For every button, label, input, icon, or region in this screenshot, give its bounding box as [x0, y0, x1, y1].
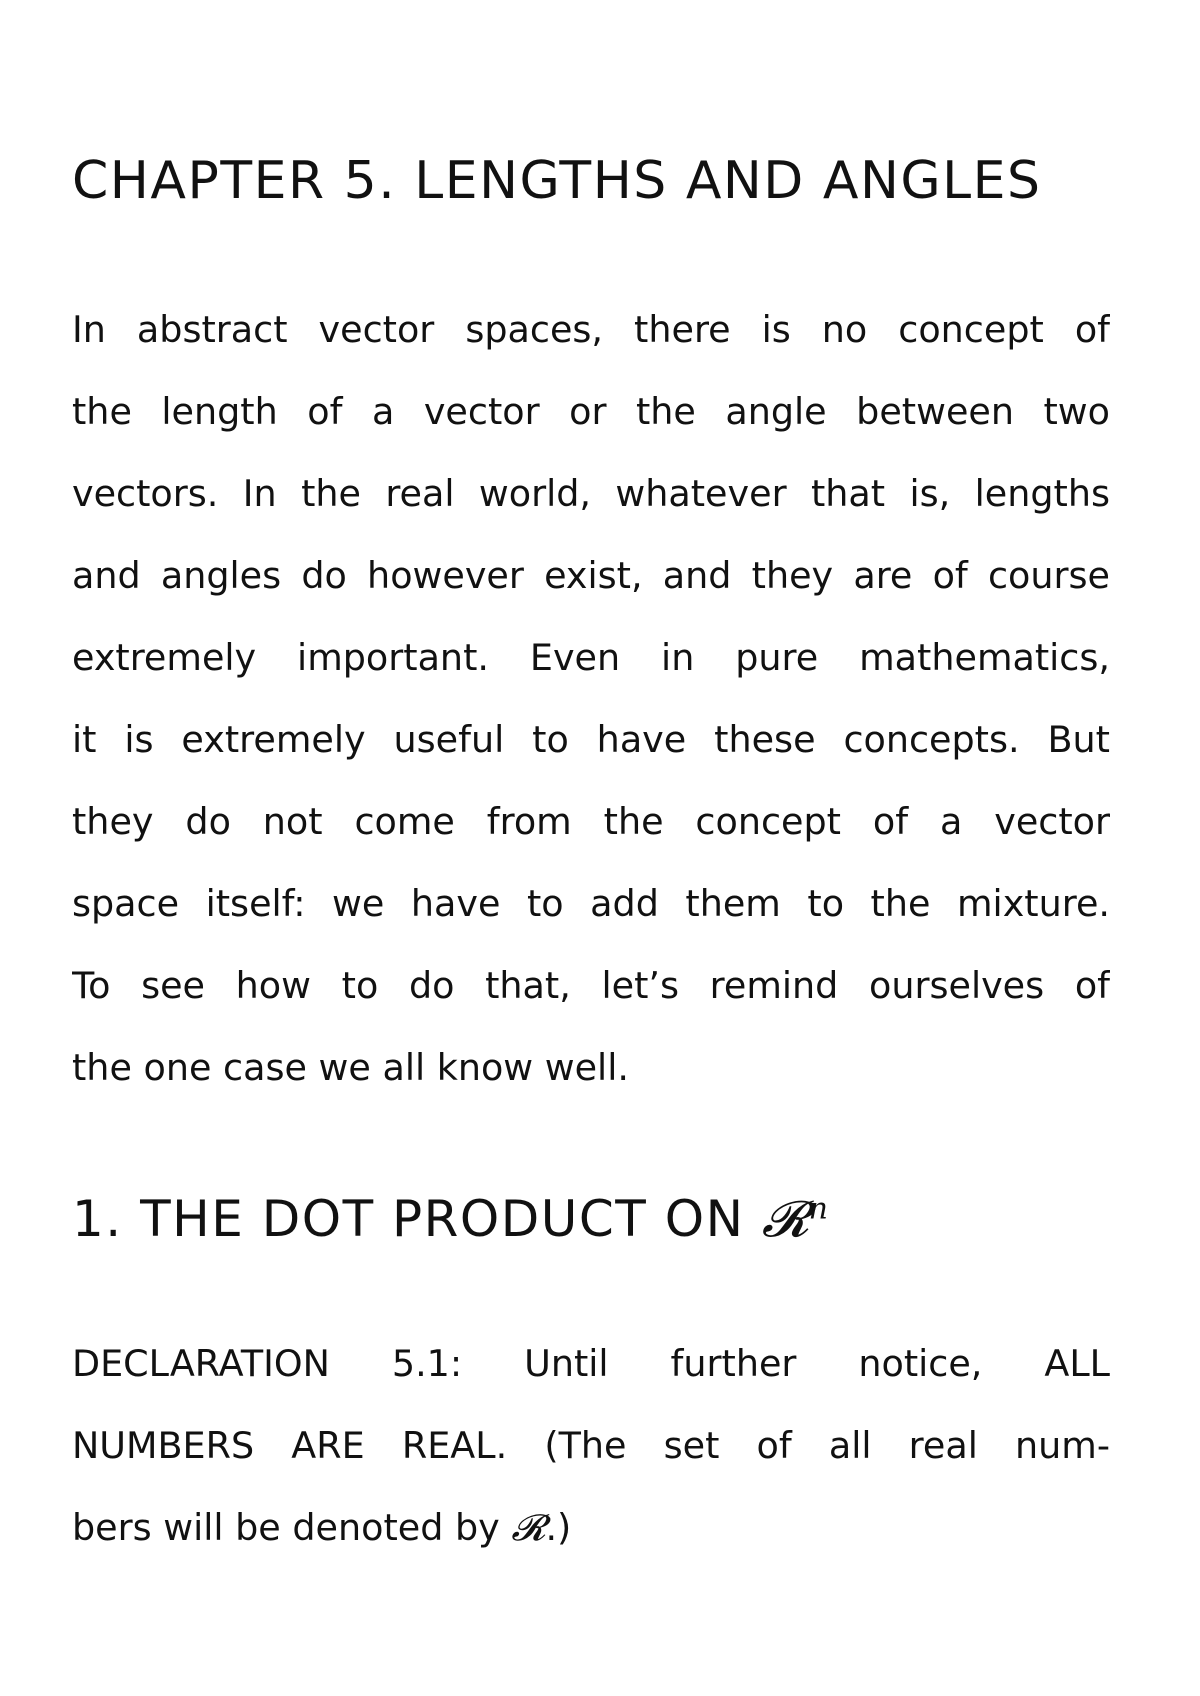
intro-line: the one case we all know well.: [72, 1046, 629, 1089]
declaration-line: DECLARATION 5.1: Until further notice, ALL: [72, 1342, 1110, 1385]
intro-line: the length of a vector or the angle between two: [72, 390, 1110, 433]
intro-line: extremely important. Even in pure mathematics,: [72, 636, 1110, 679]
intro-line: they do not come from the concept of a vector: [72, 800, 1110, 843]
superscript-n: n: [808, 1191, 828, 1227]
declaration-paragraph: [72, 1323, 1110, 1569]
intro-line: To see how to do that, let’s remind ourselves of: [72, 964, 1110, 1007]
declaration-line: NUMBERS ARE REAL. (The set of all real num-: [72, 1424, 1110, 1467]
declaration-line-end: .): [545, 1506, 572, 1549]
intro-line: vectors. In the real world, whatever that is, lengths: [72, 472, 1110, 515]
intro-line: space itself: we have to add them to the mixture.: [72, 882, 1110, 925]
section-title-text: 1. THE DOT PRODUCT ON: [72, 1190, 762, 1248]
intro-paragraph: [72, 289, 1110, 1109]
intro-line: and angles do however exist, and they are of course: [72, 554, 1110, 597]
real-numbers-symbol: 𝓡: [761, 1190, 809, 1248]
section-title: [72, 1188, 828, 1250]
intro-line: it is extremely useful to have these concepts. But: [72, 718, 1110, 761]
declaration-line: [72, 1487, 1110, 1569]
real-numbers-symbol: 𝓡: [511, 1506, 546, 1549]
document-page: [72, 0, 1110, 1696]
intro-line: In abstract vector spaces, there is no concept of: [72, 308, 1110, 351]
chapter-title: CHAPTER 5. LENGTHS AND ANGLES: [72, 151, 1042, 211]
declaration-line-text: bers will be denoted by: [72, 1506, 512, 1549]
